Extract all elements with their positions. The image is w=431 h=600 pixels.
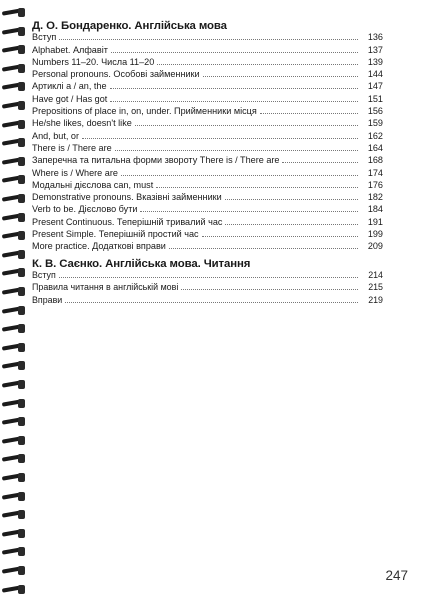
- toc-entry: [32, 31, 383, 43]
- toc-entry: [32, 293, 383, 306]
- spiral-coil: [2, 82, 24, 91]
- toc-entry: [32, 92, 383, 104]
- punch-hole: [18, 529, 25, 538]
- dot-leader: [202, 236, 358, 237]
- toc-entry-page: 199: [367, 229, 383, 240]
- toc-entry: [32, 117, 383, 129]
- punch-hole: [18, 138, 25, 147]
- punch-hole: [18, 492, 25, 501]
- toc-entry: [32, 191, 383, 203]
- toc-entry-title: More practice. Додаткові вправи: [32, 241, 166, 252]
- dot-leader: [225, 199, 358, 200]
- punch-hole: [18, 399, 25, 408]
- punch-hole: [18, 45, 25, 54]
- punch-hole: [18, 82, 25, 91]
- toc-entry: [32, 281, 383, 294]
- punch-hole: [18, 380, 25, 389]
- punch-hole: [18, 194, 25, 203]
- toc-entry-title: Have got / Has got: [32, 93, 108, 104]
- toc-entry-title: Правила читання в англійській мові: [32, 282, 179, 293]
- spiral-coil: [2, 380, 24, 389]
- punch-hole: [18, 306, 25, 315]
- toc-entry-page: 147: [367, 81, 383, 92]
- toc-entry-page: 144: [367, 69, 383, 80]
- spiral-coil: [2, 175, 24, 184]
- spiral-coil: [2, 473, 24, 482]
- toc-entry-title: Вправи: [32, 294, 63, 305]
- toc-entry: [32, 68, 383, 80]
- toc-entry-title: Demonstrative pronouns. Вказівні займенники: [32, 192, 222, 203]
- spiral-coil: [2, 547, 24, 556]
- section-title-bondarenko: Д. О. Бондаренко. Англійська мова: [32, 20, 227, 32]
- toc-entry-page: 215: [368, 282, 383, 293]
- punch-hole: [18, 101, 25, 110]
- spiral-coil: [2, 324, 24, 333]
- spiral-binding: [0, 0, 30, 600]
- spiral-coil: [2, 454, 24, 463]
- toc-entry-page: 164: [367, 142, 383, 153]
- toc-entry-page: 162: [367, 130, 383, 141]
- dot-leader: [115, 150, 358, 151]
- punch-hole: [18, 64, 25, 73]
- page-number: 247: [385, 568, 408, 583]
- spiral-coil: [2, 45, 24, 54]
- dot-leader: [203, 76, 358, 77]
- toc-entry-page: 139: [367, 56, 383, 67]
- toc-entry: [32, 240, 383, 252]
- toc-entry-page: 182: [367, 192, 383, 203]
- toc-entry: [32, 268, 383, 281]
- punch-hole: [18, 585, 25, 594]
- toc-entry: [32, 228, 383, 240]
- toc-entry-page: 209: [367, 241, 383, 252]
- spiral-coil: [2, 194, 24, 203]
- toc-entry: [32, 105, 383, 117]
- dot-leader: [65, 302, 358, 303]
- toc-entry-title: And, but, or: [32, 130, 80, 141]
- dot-leader: [82, 138, 358, 139]
- toc-entry: [32, 179, 383, 191]
- spiral-coil: [2, 343, 24, 352]
- toc-entry-title: Вступ: [32, 32, 57, 43]
- punch-hole: [18, 287, 25, 296]
- toc-entry-page: 176: [367, 179, 383, 190]
- dot-leader: [59, 39, 358, 40]
- spiral-coil: [2, 268, 24, 277]
- spiral-coil: [2, 231, 24, 240]
- punch-hole: [18, 8, 25, 17]
- toc-entry: [32, 215, 383, 227]
- punch-hole: [18, 510, 25, 519]
- spiral-coil: [2, 306, 24, 315]
- punch-hole: [18, 27, 25, 36]
- toc-entry-title: There is / There are: [32, 142, 112, 153]
- punch-hole: [18, 250, 25, 259]
- toc-entry-page: 151: [367, 93, 383, 104]
- toc-entry-page: 168: [367, 155, 383, 166]
- punch-hole: [18, 547, 25, 556]
- toc-entry-page: 137: [367, 44, 383, 55]
- punch-hole: [18, 175, 25, 184]
- spiral-coil: [2, 138, 24, 147]
- toc-entry: [32, 43, 383, 55]
- spiral-coil: [2, 417, 24, 426]
- toc-entry-title: Numbers 11–20. Числа 11–20: [32, 56, 155, 67]
- toc-entry-page: 136: [367, 32, 383, 43]
- toc-page: [30, 0, 431, 600]
- spiral-coil: [2, 510, 24, 519]
- toc-entry: [32, 166, 383, 178]
- toc-entry-title: Prepositions of place in, on, under. Прийменники місця: [32, 106, 257, 117]
- toc-entry-page: 184: [367, 204, 383, 215]
- toc-entry-title: Personal pronouns. Особові займенники: [32, 69, 200, 80]
- punch-hole: [18, 157, 25, 166]
- toc-entry: [32, 80, 383, 92]
- toc-entry: [32, 203, 383, 215]
- toc-entry-title: Present Continuous. Теперішній тривалий час: [32, 216, 223, 227]
- toc-entry-page: 214: [368, 269, 383, 280]
- spiral-coil: [2, 8, 24, 17]
- spiral-coil: [2, 399, 24, 408]
- punch-hole: [18, 324, 25, 333]
- punch-hole: [18, 213, 25, 222]
- spiral-coil: [2, 529, 24, 538]
- dot-leader: [156, 187, 358, 188]
- dot-leader: [59, 277, 358, 278]
- spiral-coil: [2, 250, 24, 259]
- toc-entry: [32, 142, 383, 154]
- spiral-coil: [2, 492, 24, 501]
- toc-list-bondarenko: [32, 31, 383, 252]
- spiral-coil: [2, 213, 24, 222]
- punch-hole: [18, 454, 25, 463]
- spiral-coil: [2, 27, 24, 36]
- toc-entry-title: Заперечна та питальна форми звороту There is / There are: [32, 155, 280, 166]
- dot-leader: [121, 175, 358, 176]
- toc-list-saienko: [32, 268, 383, 306]
- dot-leader: [140, 211, 358, 212]
- spiral-coil: [2, 585, 24, 594]
- spiral-coil: [2, 436, 24, 445]
- dot-leader: [157, 64, 358, 65]
- punch-hole: [18, 343, 25, 352]
- punch-hole: [18, 361, 25, 370]
- toc-entry-page: 219: [368, 294, 383, 305]
- spiral-coil: [2, 157, 24, 166]
- dot-leader: [135, 125, 358, 126]
- toc-entry: [32, 56, 383, 68]
- toc-entry-title: He/she likes, doesn't like: [32, 118, 132, 129]
- toc-entry: [32, 129, 383, 141]
- punch-hole: [18, 436, 25, 445]
- spiral-coil: [2, 101, 24, 110]
- toc-entry-title: Вступ: [32, 269, 56, 280]
- spiral-coil: [2, 287, 24, 296]
- dot-leader: [110, 88, 358, 89]
- punch-hole: [18, 566, 25, 575]
- toc-entry-page: 156: [367, 106, 383, 117]
- toc-entry-page: 174: [367, 167, 383, 178]
- toc-entry-page: 159: [367, 118, 383, 129]
- dot-leader: [169, 248, 358, 249]
- spiral-coil: [2, 361, 24, 370]
- toc-entry-title: Present Simple. Теперішній простий час: [32, 229, 199, 240]
- toc-entry-page: 191: [367, 216, 383, 227]
- spiral-coil: [2, 64, 24, 73]
- dot-leader: [181, 289, 358, 290]
- punch-hole: [18, 473, 25, 482]
- dot-leader: [282, 162, 358, 163]
- dot-leader: [225, 224, 358, 225]
- punch-hole: [18, 231, 25, 240]
- toc-entry-title: Where is / Where are: [32, 167, 118, 178]
- dot-leader: [111, 52, 358, 53]
- punch-hole: [18, 268, 25, 277]
- dot-leader: [260, 113, 358, 114]
- toc-entry-title: Модальні дієслова can, must: [32, 179, 154, 190]
- toc-entry-title: Alphabet. Алфавіт: [32, 44, 108, 55]
- punch-hole: [18, 120, 25, 129]
- section-title-saienko: К. В. Саєнко. Англійська мова. Читання: [32, 258, 251, 270]
- spiral-coil: [2, 566, 24, 575]
- dot-leader: [110, 101, 358, 102]
- toc-entry-title: Артиклі a / an, the: [32, 81, 107, 92]
- punch-hole: [18, 417, 25, 426]
- toc-entry-title: Verb to be. Дієслово бути: [32, 204, 138, 215]
- spiral-coil: [2, 120, 24, 129]
- toc-entry: [32, 154, 383, 166]
